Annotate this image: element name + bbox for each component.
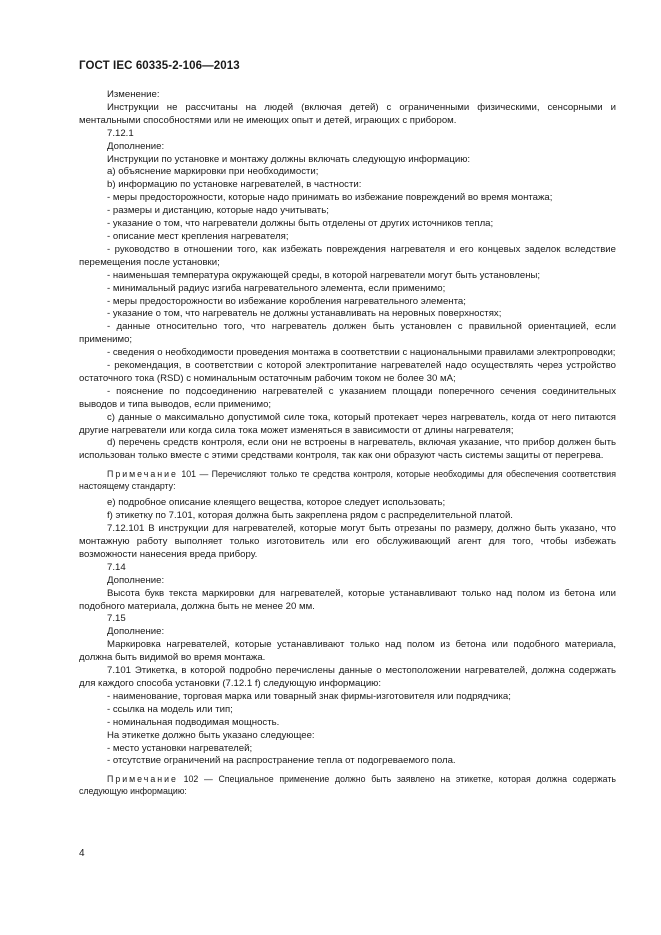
- paragraph: Изменение:: [107, 89, 160, 100]
- paragraph: - пояснение по подсоединению нагревателей с указанием площади поперечного сечения соединительных выводов и типа выводов, если применимо;: [79, 385, 616, 410]
- paragraph: Инструкции не рассчитаны на людей (включая детей) с ограниченными физическими, сенсорными и ментальными способностями или не имеющих опыт и детей, играющих с прибором.: [79, 101, 616, 126]
- paragraph: - данные относительно того, что нагреватель должен быть установлен с правильной ориентацией, если применимо;: [79, 321, 616, 346]
- paragraph: - наименьшая температура окружающей среды, в которой нагреватели могут быть установлены;: [107, 269, 541, 281]
- paragraph: e) подробное описание клеящего вещества, которое следует использовать;: [107, 497, 446, 509]
- paragraph: Высота букв текста маркировки для нагревателей, которые устанавливают только над полом из бетона или подобного материала, должна быть не менее 20 мм.: [79, 587, 616, 612]
- paragraph: - меры предосторожности, которые надо принимать во избежание повреждений во время монтажа;: [107, 192, 553, 204]
- paragraph: - рекомендация, в соответствии с которой электропитание нагревателей надо осуществлять через устройство остаточного тока (RSD) с номинальным остаточным рабочим током не более 30 мА;: [79, 360, 616, 384]
- paragraph: Дополнение:: [107, 574, 165, 586]
- paragraph: 7.12.1: [107, 127, 134, 139]
- paragraph: - указание о том, что нагреватели должны быть отделены от других источников тепла;: [107, 218, 494, 230]
- paragraph: - ссылка на модель или тип;: [107, 703, 233, 715]
- paragraph: - размеры и дистанцию, которые надо учитывать;: [107, 205, 329, 217]
- document-header: ГОСТ IEC 60335-2-106—2013: [79, 60, 240, 72]
- paragraph: На этикетке должно быть указано следующее:: [107, 729, 315, 741]
- paragraph: 7.101 Этикетка, в которой подробно перечислены данные о местоположении нагревателей, должна содержать для каждого способа установки (7.12.1 f) следующую информацию:: [79, 665, 616, 689]
- paragraph: 7.12.101 В инструкции для нагревателей, которые могут быть отрезаны по размеру, должно быть указано, что монтажную работу выполняет только изготовитель или его обслуживающий агент для того, чтобы избежать возможности нанесения вреда прибору.: [79, 523, 616, 560]
- note-label: Примечание: [107, 469, 178, 480]
- paragraph: f) этикетку по 7.101, которая должна быть закреплена рядом с распределительной платой.: [107, 510, 513, 522]
- page-number: 4: [79, 848, 85, 859]
- paragraph: - сведения о необходимости проведения монтажа в соответствии с национальными правилами электропроводки;: [107, 347, 616, 359]
- note-text: 102 — Специальное применение должно быть заявлено на этикетке, которая должна содержать следующую информацию:: [79, 774, 616, 797]
- paragraph: - отсутствие ограничений на распространение тепла от подогреваемого пола.: [107, 755, 456, 767]
- paragraph: - номинальная подводимая мощность.: [107, 716, 280, 728]
- paragraph: - минимальный радиус изгиба нагревательного элемента, если применимо;: [107, 282, 446, 294]
- paragraph: 7.15: [107, 613, 126, 625]
- paragraph: - руководство в отношении того, как избежать повреждения нагревателя и его концевых заделок вследствие перемещения после установки;: [79, 243, 616, 268]
- note-paragraph: [79, 468, 616, 492]
- paragraph: - описание мест крепления нагревателя;: [107, 230, 289, 242]
- note-paragraph: [79, 773, 616, 797]
- paragraph: 7.14: [107, 561, 126, 573]
- note-label: Примечание: [107, 774, 178, 785]
- paragraph: Инструкции по установке и монтажу должны включать следующую информацию:: [107, 153, 471, 165]
- paragraph: - меры предосторожности во избежание коробления нагревательного элемента;: [107, 295, 466, 307]
- document-body: [79, 89, 616, 802]
- paragraph: Дополнение:: [107, 140, 165, 152]
- paragraph: - наименование, торговая марка или товарный знак фирмы-изготовителя или подрядчика;: [107, 690, 511, 702]
- paragraph: - указание о том, что нагреватель не должны устанавливать на неровных поверхностях;: [107, 308, 502, 320]
- paragraph: - место установки нагревателей;: [107, 742, 253, 754]
- paragraph: Дополнение:: [107, 626, 165, 638]
- paragraph: c) данные о максимально допустимой силе тока, который протекает через нагреватель, когда от него питаются другие нагреватели или когда сила тока может изменяться в зависимости от длины нагревателя;: [79, 411, 616, 436]
- paragraph: a) объяснение маркировки при необходимости;: [107, 166, 319, 178]
- note-text: 101 — Перечисляют только те средства контроля, которые необходимы для обеспечения соответствия настоящему стандарту:: [79, 469, 616, 492]
- paragraph: d) перечень средств контроля, если они не встроены в нагреватель, включая указание, что прибор должен быть использован только вместе с этими средствами контроля, так как они образуют часть системы защиты от перегрева.: [79, 437, 616, 462]
- paragraph: Маркировка нагревателей, которые устанавливают только над полом из бетона или подобного материала, должна быть видимой во время монтажа.: [79, 639, 616, 664]
- paragraph: b) информацию по установке нагревателей, в частности:: [107, 179, 362, 191]
